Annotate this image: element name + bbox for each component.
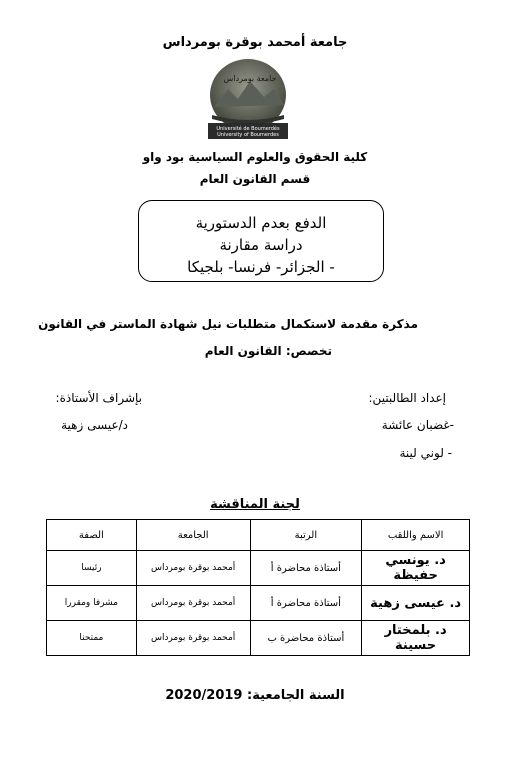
column-header: الجامعة bbox=[136, 520, 250, 551]
column-header: الصفة bbox=[47, 520, 137, 551]
university-logo bbox=[198, 55, 298, 147]
students-label: إعداد الطالبتين: bbox=[368, 391, 446, 405]
member-role: ممتحنا bbox=[47, 621, 137, 656]
thesis-title-line-1: الدفع بعدم الدستورية bbox=[195, 214, 327, 232]
member-rank: أستاذة محاضرة ب bbox=[250, 621, 362, 656]
logo-french-text: Université de Boumerdès bbox=[216, 126, 280, 132]
student-name: - لوني لينة bbox=[399, 446, 452, 460]
member-name: د. يونسي حفيظة bbox=[362, 551, 470, 586]
table-row bbox=[47, 551, 470, 586]
specialty: تخصص: القانون العام bbox=[204, 344, 332, 358]
academic-year: السنة الجامعية: 2020/2019 bbox=[165, 688, 345, 703]
faculty-name: كلية الحقوق والعلوم السياسية بود واو bbox=[142, 150, 368, 164]
committee-title: لجنة المناقشة bbox=[210, 497, 300, 512]
logo-english-text: University of Boumerdes bbox=[217, 132, 279, 138]
member-role: مشرفا ومقررا bbox=[47, 586, 137, 621]
supervisor-label: بإشراف الأستاذة: bbox=[55, 391, 142, 405]
member-rank: أستاذة محاضرة أ bbox=[250, 551, 362, 586]
member-rank: أستاذة محاضرة أ bbox=[250, 586, 362, 621]
member-university: أمحمد بوقرة بومرداس bbox=[136, 551, 250, 586]
member-name: د. عيسى زهية bbox=[362, 586, 470, 621]
logo-arabic-text: جامعة بومرداس bbox=[223, 74, 277, 83]
table-row bbox=[47, 586, 470, 621]
member-university: أمحمد بوقرة بومرداس bbox=[136, 621, 250, 656]
member-name: د. بلمختار حسينة bbox=[362, 621, 470, 656]
thesis-title-line-2: دراسة مقارنة bbox=[219, 236, 303, 254]
university-name: جامعة أمحمد بوقرة بومرداس bbox=[162, 35, 348, 50]
thesis-title-line-3: - الجزائر- فرنسا- بلجيكا bbox=[187, 258, 335, 276]
member-university: أمحمد بوقرة بومرداس bbox=[136, 586, 250, 621]
student-name: -غضبان عائشة bbox=[381, 418, 454, 432]
title-box bbox=[138, 200, 384, 282]
column-header: الرتبة bbox=[250, 520, 362, 551]
member-role: رئيسا bbox=[47, 551, 137, 586]
table-row bbox=[47, 621, 470, 656]
column-header: الاسم واللقب bbox=[362, 520, 470, 551]
committee-table bbox=[46, 519, 470, 656]
memo-description: مذكرة مقدمة لاستكمال متطلبات نيل شهادة الماستر في القانون bbox=[38, 317, 418, 331]
supervisor-name: د/عيسى زهية bbox=[61, 418, 128, 432]
table-header-row bbox=[47, 520, 470, 551]
department-name: قسم القانون العام bbox=[199, 172, 311, 186]
